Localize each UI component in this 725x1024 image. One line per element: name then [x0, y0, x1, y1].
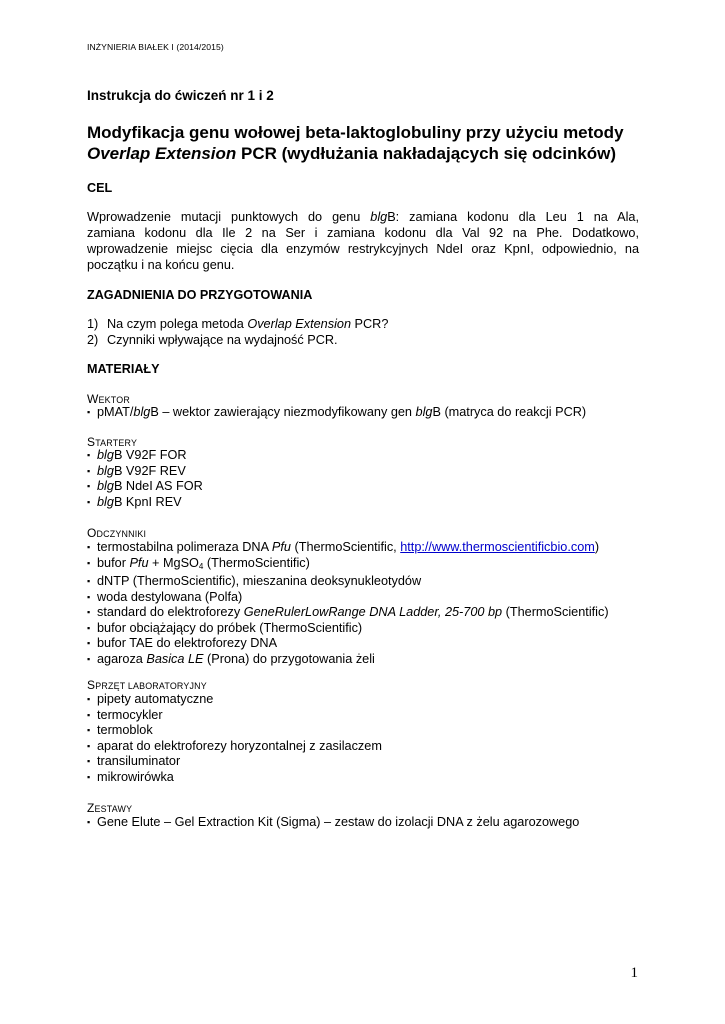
title-italic-term: Overlap Extension — [87, 144, 237, 163]
gene-name: blg — [97, 448, 114, 462]
bullet-icon: ▪ — [87, 591, 91, 602]
item-text: termostabilna polimeraza DNA — [97, 540, 272, 554]
bullet-icon: ▪ — [87, 740, 91, 751]
item-text: agaroza — [97, 651, 147, 666]
item-text: aparat do elektroforezy horyzontalnej z zasilaczem — [97, 738, 382, 753]
item-text: pipety automatyczne — [97, 692, 214, 706]
list-item — [87, 692, 382, 708]
item-text: woda destylowana (Polfa) — [97, 589, 243, 604]
subheading-rest: ESTAWY — [94, 804, 133, 814]
enzyme-name: Pfu — [129, 555, 149, 570]
title-line-1: Modyfikacja genu wołowej beta-laktoglobuliny przy użyciu metody — [87, 123, 624, 142]
title-line-2: PCR (wydłużania nakładających się odcinków) — [236, 144, 617, 163]
section-heading-cel: CEL — [87, 181, 113, 195]
item-text: transiluminator — [97, 754, 181, 768]
startery-list — [87, 448, 203, 510]
list-item — [87, 448, 203, 464]
bullet-icon: ▪ — [87, 622, 91, 633]
bullet-icon: ▪ — [87, 496, 91, 507]
item-text: B – wektor zawierający niezmodyfikowany gen — [150, 405, 416, 419]
list-number: 1) — [87, 317, 99, 331]
subheading-cap: O — [87, 526, 97, 540]
bullet-icon: ▪ — [87, 481, 91, 491]
bullet-icon: ▪ — [87, 817, 91, 827]
item-text: mikrowirówka — [97, 769, 174, 784]
section-heading-zagadnienia: ZAGADNIENIA DO PRZYGOTOWANIA — [87, 288, 313, 302]
list-item — [87, 332, 388, 348]
item-text: (ThermoScientific) — [203, 555, 310, 570]
zestawy-list — [87, 815, 579, 831]
thermoscientific-link[interactable]: http://www.thermoscientificbio.com — [400, 540, 595, 554]
list-item — [87, 316, 388, 332]
bullet-icon: ▪ — [87, 557, 91, 568]
agarose-name: Basica LE — [146, 651, 204, 666]
subheading-rest: PRZĘT LABORATORYJNY — [95, 681, 207, 691]
cel-line-2: zamiana kodonu dla Ile 2 na Ser i zamiana kodonu dla Val 92 na Phe. Dodatkowo, — [87, 226, 639, 240]
list-item — [87, 708, 382, 724]
cel-text: Wprowadzenie mutacji punktowych do genu — [87, 210, 371, 224]
question-text: PCR? — [351, 317, 389, 331]
item-text: termocykler — [97, 707, 163, 722]
subheading-rest: TARTERY — [95, 438, 138, 448]
item-text: ) — [594, 540, 600, 554]
list-item — [87, 770, 382, 786]
list-item — [87, 479, 203, 495]
bullet-icon: ▪ — [87, 694, 91, 704]
bullet-icon: ▪ — [87, 450, 91, 460]
subheading-rest: EKTOR — [98, 395, 130, 405]
list-item — [87, 723, 382, 739]
subheading-sprzet — [87, 678, 207, 692]
bullet-icon: ▪ — [87, 542, 91, 552]
bullet-icon: ▪ — [87, 638, 91, 648]
cel-line-3: wprowadzenie miejsc cięcia dla enzymów restrykcyjnych NdeI oraz KpnI, odpowiednio, na — [87, 242, 639, 256]
bullet-icon: ▪ — [87, 607, 91, 617]
item-text: B V92F FOR — [113, 448, 187, 462]
bullet-icon: ▪ — [87, 576, 91, 586]
section-heading-materialy: MATERIAŁY — [87, 362, 160, 376]
odczynniki-list — [87, 540, 609, 667]
gene-name: blg — [415, 405, 433, 419]
list-item — [87, 464, 203, 480]
item-text: bufor TAE do elektroforezy DNA — [97, 636, 278, 650]
item-text: bufor obciążający do próbek (ThermoScientific) — [97, 620, 363, 635]
item-text: (ThermoScientific, — [290, 540, 401, 554]
enzyme-name: Pfu — [271, 540, 291, 554]
list-item — [87, 495, 203, 511]
item-text: B (matryca do reakcji PCR) — [432, 405, 587, 419]
item-text: + MgSO — [148, 555, 199, 570]
list-item — [87, 815, 579, 831]
list-item — [87, 739, 382, 755]
list-item — [87, 636, 609, 652]
subheading-startery — [87, 435, 137, 449]
item-text: B NdeI AS FOR — [113, 479, 203, 493]
subheading-cap: S — [87, 678, 96, 692]
bullet-icon: ▪ — [87, 465, 91, 476]
list-item — [87, 540, 609, 556]
list-item — [87, 754, 382, 770]
question-text: Czynniki wpływające na wydajność PCR. — [107, 333, 338, 347]
subheading-odczynniki — [87, 526, 146, 540]
bullet-icon: ▪ — [87, 725, 91, 735]
list-number: 2) — [87, 333, 99, 347]
item-text: Gene Elute – Gel Extraction Kit (Sigma) – zestaw do izolacji DNA z żelu agarozowego — [97, 815, 580, 829]
subheading-cap: Z — [87, 801, 95, 815]
bullet-icon: ▪ — [87, 709, 91, 720]
list-item — [87, 556, 609, 575]
wektor-list — [87, 405, 586, 421]
list-item — [87, 621, 609, 637]
subheading-rest: DCZYNNIKI — [96, 529, 147, 539]
list-item — [87, 652, 609, 668]
gene-name: blg — [97, 463, 114, 478]
subheading-cap: W — [87, 392, 99, 406]
list-item — [87, 605, 609, 621]
page-number: 1 — [630, 965, 638, 981]
item-text: (ThermoScientific) — [502, 605, 609, 619]
instruction-heading: Instrukcja do ćwiczeń nr 1 i 2 — [87, 88, 274, 103]
subscript: 4 — [198, 561, 204, 571]
list-item — [87, 574, 609, 590]
sprzet-list — [87, 692, 382, 785]
questions-list — [87, 316, 388, 348]
question-text: Na czym polega metoda — [107, 317, 248, 331]
bullet-icon: ▪ — [87, 771, 91, 782]
cel-line-4: początku i na końcu genu. — [87, 258, 235, 272]
gene-name: blg — [97, 479, 114, 493]
cel-paragraph — [87, 209, 639, 273]
question-italic: Overlap Extension — [247, 317, 352, 331]
cel-line-1 — [87, 209, 639, 225]
item-text: B KpnI REV — [113, 494, 182, 509]
list-item — [87, 405, 586, 421]
cel-text: B: zamiana kodonu dla Leu 1 na Ala, — [387, 210, 639, 224]
bullet-icon: ▪ — [87, 407, 91, 417]
bullet-icon: ▪ — [87, 653, 91, 664]
subheading-zestawy — [87, 801, 132, 815]
ladder-name: GeneRulerLowRange DNA Ladder, 25-700 bp — [243, 605, 503, 619]
list-item — [87, 590, 609, 606]
document-title — [87, 122, 639, 164]
item-text: bufor — [97, 555, 130, 570]
item-text: standard do elektroforezy — [97, 605, 244, 619]
item-text: dNTP (ThermoScientific), mieszanina deoksynukleotydów — [97, 574, 422, 588]
item-text: B V92F REV — [113, 463, 186, 478]
bullet-icon: ▪ — [87, 756, 91, 766]
item-text: (Prona) do przygotowania żeli — [203, 651, 375, 666]
running-header: INŻYNIERIA BIAŁEK I (2014/2015) — [87, 42, 224, 52]
item-text: termoblok — [97, 723, 153, 737]
gene-name: blg — [370, 210, 388, 224]
gene-name: blg — [97, 494, 114, 509]
subheading-wektor — [87, 392, 130, 406]
subheading-cap: S — [87, 435, 96, 449]
gene-name: blg — [133, 405, 151, 419]
item-text: pMAT/ — [97, 405, 134, 419]
